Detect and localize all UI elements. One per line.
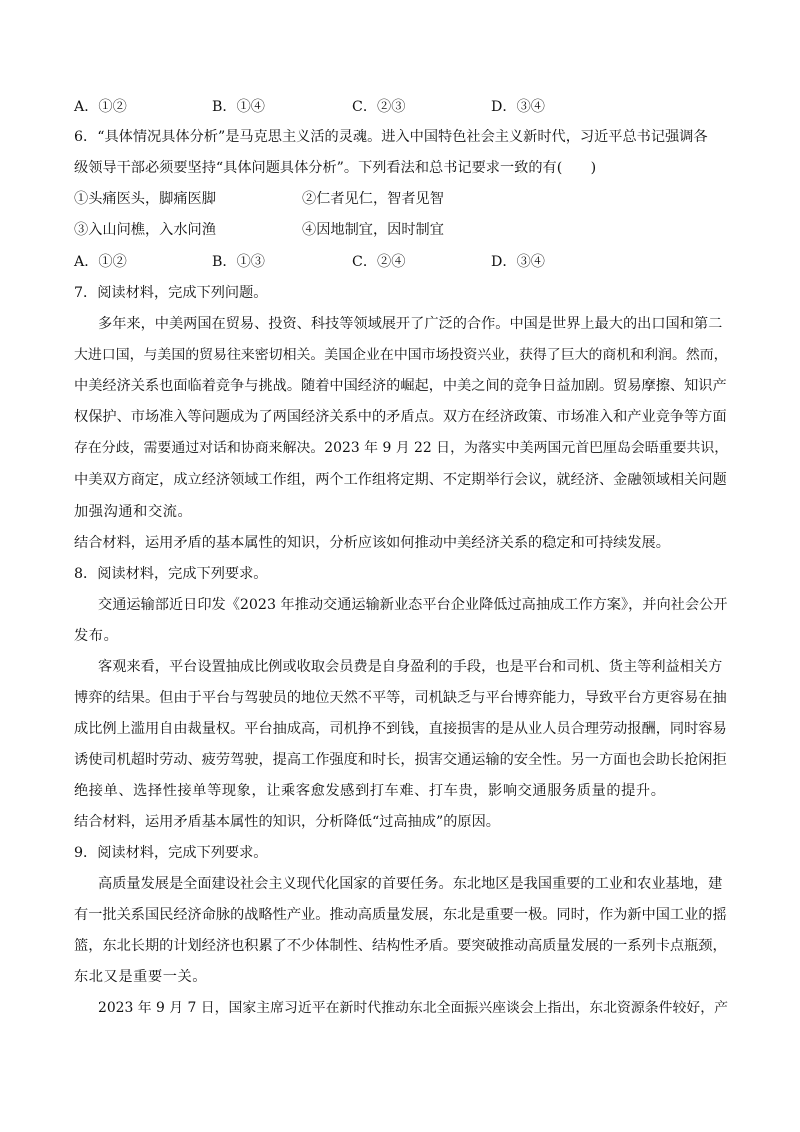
q7-question: 结合材料，运用矛盾的基本属性的知识，分析应该如何推动中美经济关系的稳定和可持续发展。	[74, 535, 670, 551]
q9-material-line: 东北又是重要一关。	[74, 969, 208, 985]
q5-option-b: B．①④	[212, 99, 265, 115]
q5-option-a: A．①②	[74, 99, 127, 115]
q7-material-line: 存在分歧，需要通过对话和协商来解决。2023 年 9 月 22 日，为落实中美两国元首巴厘岛会晤重要共识，	[74, 440, 729, 456]
q7-material-line: 中美双方商定，成立经济领域工作组，两个工作组将定期、不定期举行会议，就经济、金融领域相关问题	[74, 472, 727, 488]
q6-stem-line-1: 6．“具体情况具体分析”是马克思主义活的灵魂。进入中国特色社会主义新时代，习近平总书记强调各	[74, 129, 708, 145]
q8-material-line: 交通运输部近日印发《2023 年推动交通运输新业态平台企业降低过高抽成工作方案》，并向社会公开	[98, 597, 728, 613]
q6-item-3: ③入山问樵，入水问渔	[74, 222, 216, 238]
q7-material-line: 大进口国，与美国的贸易往来密切相关。美国企业在中国市场投资兴业，获得了巨大的商机和利润。然而，	[74, 347, 728, 363]
q7-heading: 7．阅读材料，完成下列问题。	[74, 285, 268, 301]
q6-item-1: ①头痛医头，脚痛医脚	[74, 191, 216, 207]
q9-heading: 9．阅读材料，完成下列要求。	[74, 845, 268, 861]
q8-material-line: 客观来看，平台设置抽成比例或收取会员费是自身盈利的手段，也是平台和司机、货主等利益相关方	[98, 659, 723, 675]
q8-material-line: 绝接单、选择性接单等现象，让乘客愈发感到打车难、打车贵，影响交通服务质量的提升。	[74, 783, 666, 799]
q5-option-d: D．③④	[491, 99, 545, 115]
q8-material-line: 博弈的结果。但由于平台与驾驶员的地位天然不平等，司机缺乏与平台博弈能力，导致平台方更容易在抽	[74, 690, 727, 706]
q9-material-line: 2023 年 9 月 7 日，国家主席习近平在新时代推动东北全面振兴座谈会上指出，东北资源条件较好，产	[98, 1000, 729, 1016]
q8-heading: 8．阅读材料，完成下列要求。	[74, 566, 268, 582]
q6-option-d: D．③④	[491, 254, 545, 270]
q8-material-line: 成比例上滥用自由裁量权。平台抽成高，司机挣不到钱，直接损害的是从业人员合理劳动报酬，同时容易	[74, 721, 727, 737]
q6-item-2: ②仁者见仁，智者见智	[302, 191, 444, 207]
q6-item-4: ④因地制宜，因时制宜	[302, 222, 444, 238]
q5-option-c: C．②③	[352, 99, 406, 115]
q7-material-line: 多年来，中美两国在贸易、投资、科技等领域展开了广泛的合作。中国是世界上最大的出口国和第二	[98, 316, 723, 332]
q6-option-a: A．①②	[74, 254, 127, 270]
q6-stem-line-2: 级领导干部必须要坚持“具体问题具体分析”。下列看法和总书记要求一致的有( )	[74, 160, 597, 176]
q9-material-line: 有一批关系国民经济命脉的战略性产业。推动高质量发展，东北是重要一极。同时，作为新中国工业的摇	[74, 907, 727, 923]
q7-material-line: 加强沟通和交流。	[74, 504, 193, 520]
q7-material-line: 权保护、市场准入等问题成为了两国经济关系中的矛盾点。双方在经济政策、市场准入和产业竞争等方面	[74, 409, 727, 425]
q6-option-c: C．②④	[352, 254, 406, 270]
q9-material-line: 高质量发展是全面建设社会主义现代化国家的首要任务。东北地区是我国重要的工业和农业基地，建	[98, 876, 723, 892]
q8-question: 结合材料，运用矛盾基本属性的知识，分析降低“过高抽成”的原因。	[74, 814, 500, 830]
q7-material-line: 中美经济关系也面临着竞争与挑战。随着中国经济的崛起，中美之间的竞争日益加剧。贸易摩擦、知识产	[74, 378, 727, 394]
q9-material-line: 篮，东北长期的计划经济也积累了不少体制性、结构性矛盾。要突破推动高质量发展的一系列卡点瓶颈，	[74, 938, 727, 954]
q8-material-line: 诱使司机超时劳动、疲劳驾驶，提高工作强度和时长，损害交通运输的安全性。另一方面也会助长抢闲拒	[74, 752, 727, 768]
q8-material-line: 发布。	[74, 628, 119, 644]
q6-option-b: B．①③	[212, 254, 265, 270]
